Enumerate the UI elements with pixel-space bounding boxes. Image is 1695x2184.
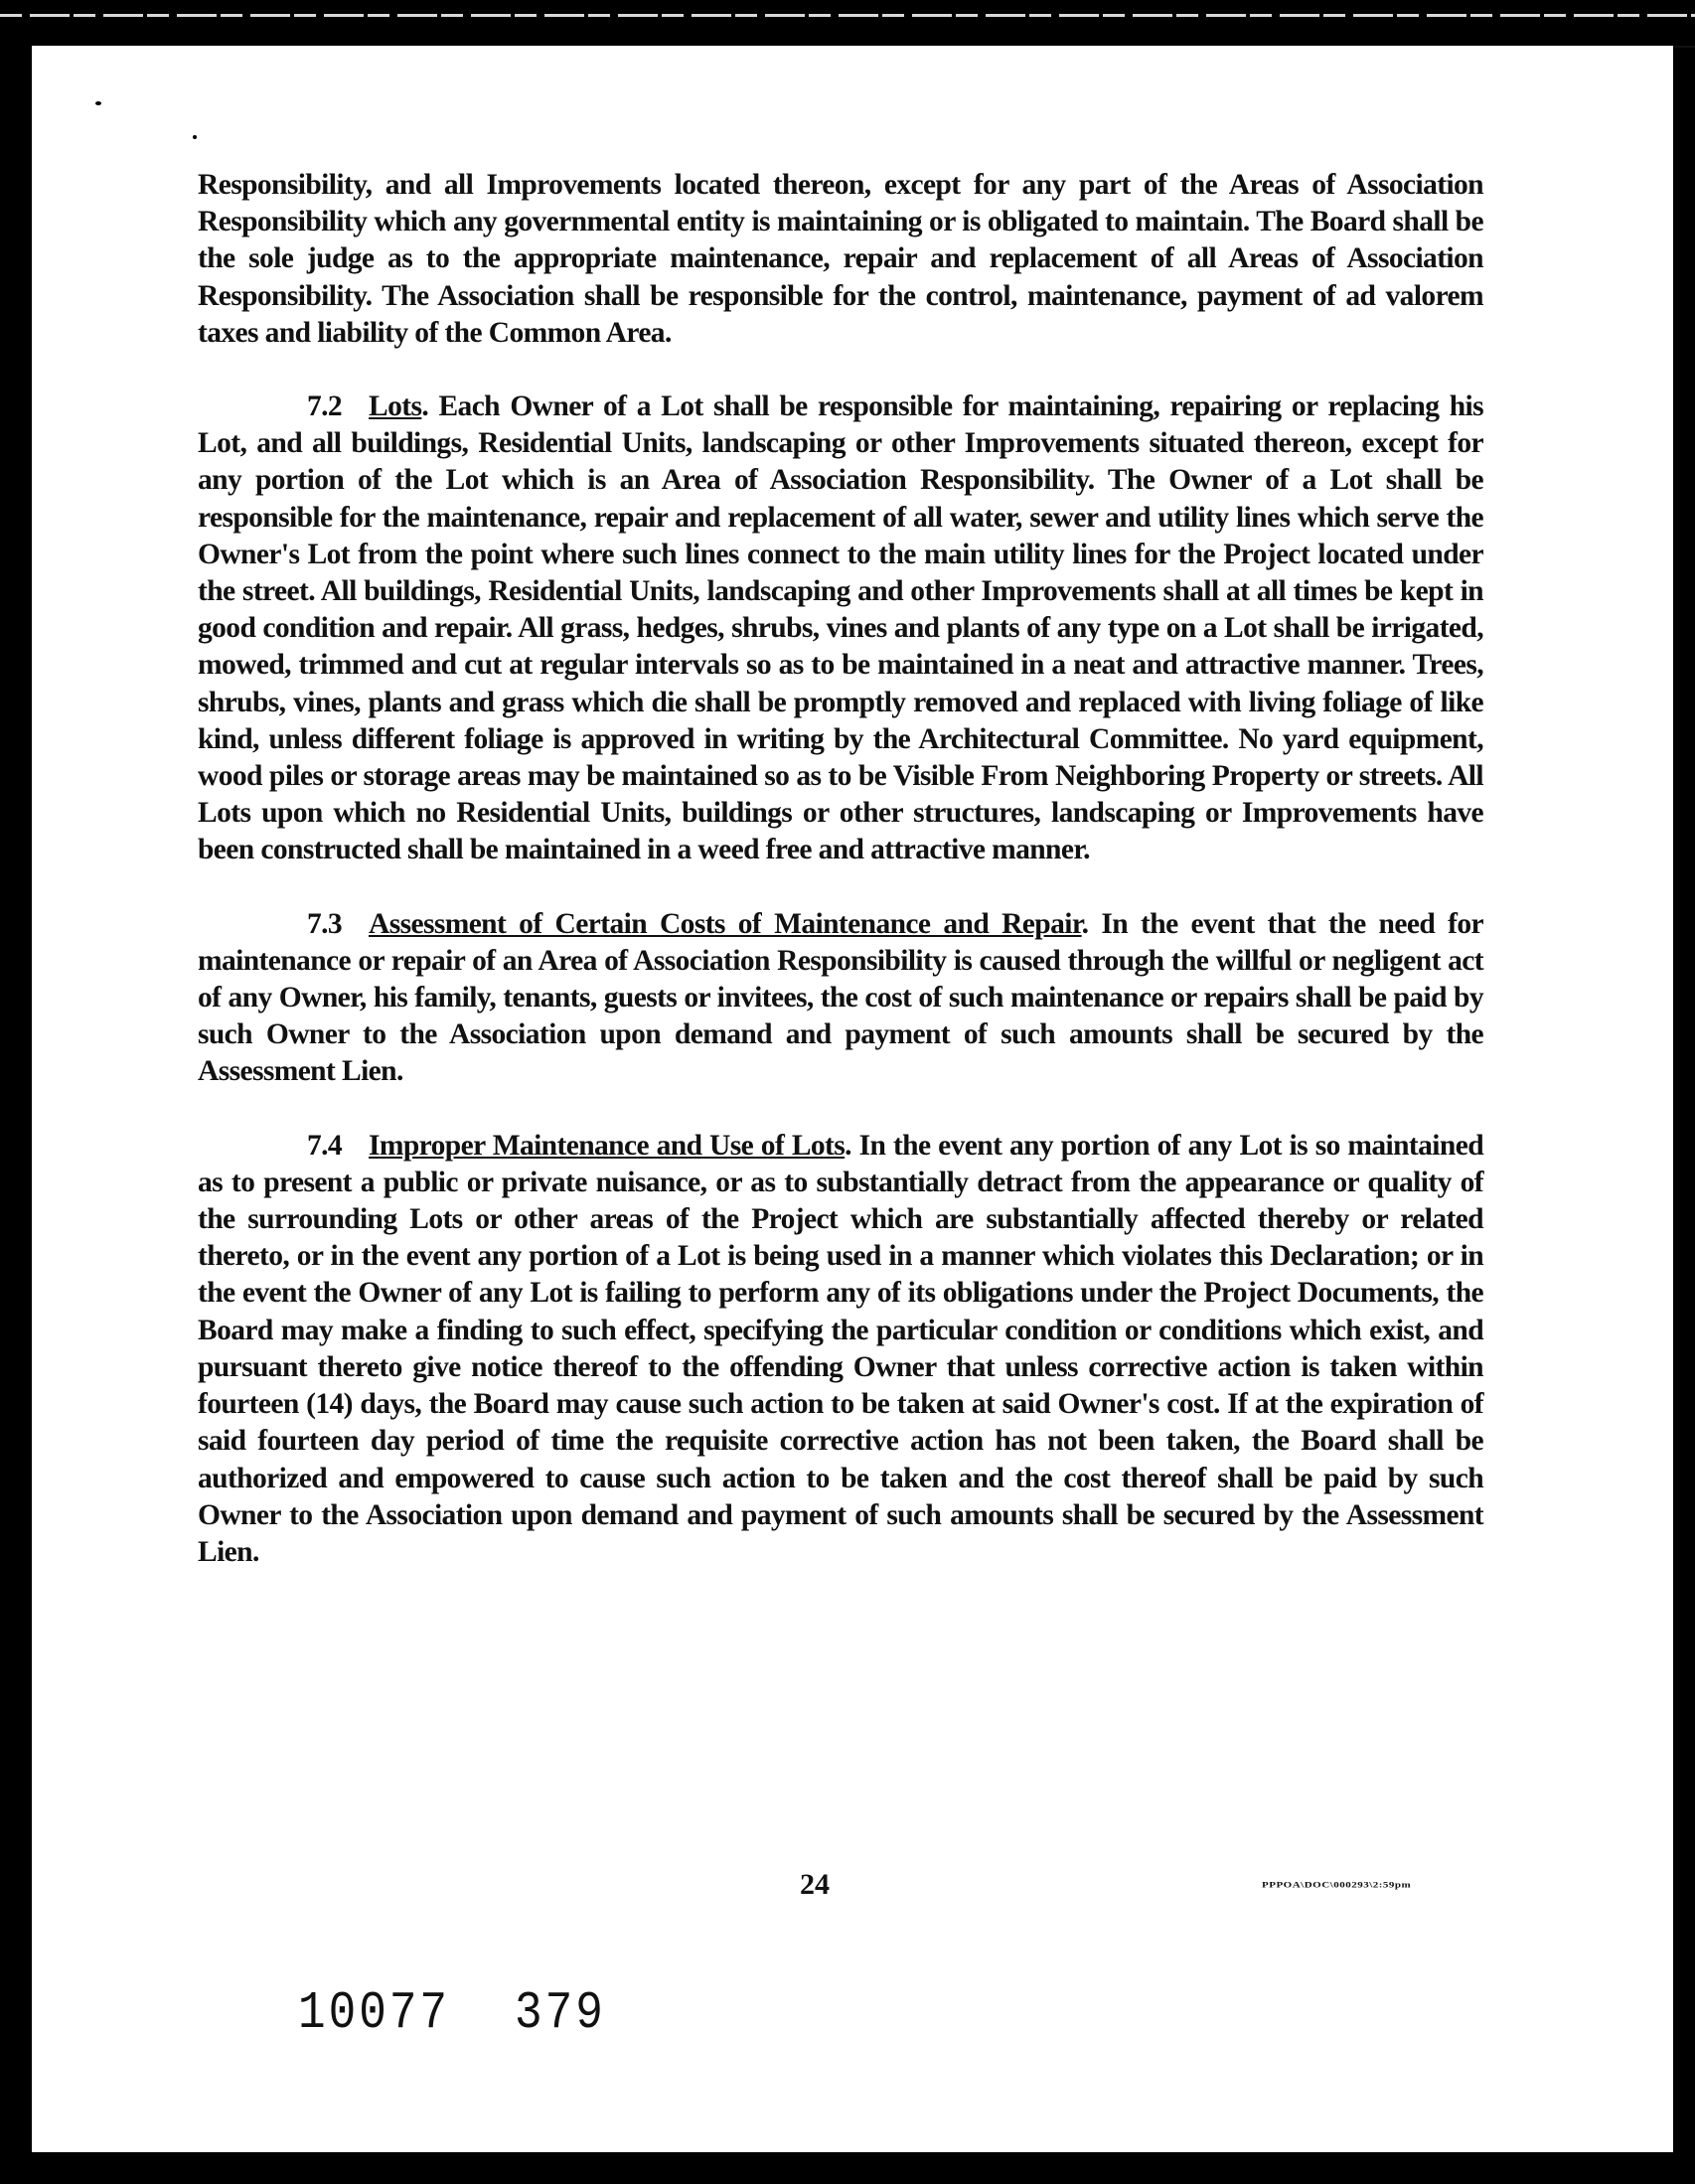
scan-bottom-edge (0, 2152, 1695, 2184)
scan-speck (95, 101, 101, 105)
scan-speck (193, 135, 197, 139)
section-number: 7.3 (307, 907, 343, 940)
section-heading: Improper Maintenance and Use of Lots (369, 1129, 846, 1162)
section-heading: Assessment of Certain Costs of Maintenance and Repair (369, 907, 1082, 940)
paragraph-text: Responsibility, and all Improvements located thereon, except for any part of the Areas of Association Responsibility which any governmental entity is maintaining or is obligated to maintain. The Board shall be the sole judge as to the appropriate maintenance, repair and replacement of all Areas of Association Responsibility. The Association shall be responsible for the control, maintenance, payment of ad valorem taxes and liability of the Common Area. (198, 169, 1483, 349)
section-7-4 (198, 1128, 1483, 1571)
scan-left-edge (0, 46, 32, 2184)
section-7-3 (198, 906, 1483, 1091)
section-number: 7.2 (307, 390, 343, 423)
recording-page-number: 379 (515, 1983, 606, 2043)
section-heading: Lots (369, 390, 422, 423)
document-body (198, 167, 1483, 1608)
section-7-2 (198, 389, 1483, 869)
file-code: PPPOA\DOC\000293\2:59pm (1262, 1880, 1412, 1890)
section-text: . In the event any portion of any Lot is so maintained as to present a public or private nuisance, or as to substantially detract from the appearance or quality of the surrounding Lots or other areas of the Project which are substantially affected thereby or related thereto, or in the event any portion of a Lot is being used in a manner which violates this Declaration; or in the event the Owner of any Lot is failing to perform any of its obligations under the Project Documents, the Board may make a finding to such effect, specifying the particular condition or conditions which exist, and pursuant thereto give notice thereof to the offending Owner that unless corrective action is taken within fourteen (14) days, the Board may cause such action to be taken at said Owner's cost. If at the expiration of said fourteen day period of time the requisite corrective action has not been taken, the Board shall be authorized and empowered to cause such action to be taken and the cost thereof shall be paid by such Owner to the Association upon demand and payment of such amounts shall be secured by the Assessment Lien. (198, 1129, 1483, 1568)
section-number: 7.4 (307, 1129, 343, 1162)
paragraph-continued (198, 167, 1483, 352)
section-text: . Each Owner of a Lot shall be responsible for maintaining, repairing or replacing his Lot, and all buildings, Residential Units, landscaping or other Improvements situated thereon, except for any portion of the Lot which is an Area of Association Responsibility. The Owner of a Lot shall be responsible for the maintenance, repair and replacement of all water, sewer and utility lines which serve the Owner's Lot from the point where such lines connect to the main utility lines for the Project located under the street. All buildings, Residential Units, landscaping and other Improvements shall at all times be kept in good condition and repair. All grass, hedges, shrubs, vines and plants of any type on a Lot shall be irrigated, mowed, trimmed and cut at regular intervals so as to be maintained in a neat and attractive manner. Trees, shrubs, vines, plants and grass which die shall be promptly removed and replaced with living foliage of like kind, unless different foliage is approved in writing by the Architectural Committee. No yard equipment, wood piles or storage areas may be maintained so as to be Visible From Neighboring Property or streets. All Lots upon which no Residential Units, buildings or other structures, landscaping or Improvements have been constructed shall be maintained in a weed free and attractive manner. (198, 390, 1483, 866)
recording-book-number: 10077 (298, 1983, 451, 2043)
section-text: . In the event that the need for maintenance or repair of an Area of Association Responsibility is caused through the willful or negligent act of any Owner, his family, tenants, guests or invitees, the cost of such maintenance or repairs shall be paid by such Owner to the Association upon demand and payment of such amounts shall be secured by the Assessment Lien. (198, 907, 1483, 1088)
scan-streak (0, 14, 1695, 17)
page-number: 24 (800, 1868, 830, 1901)
scan-top-edge (0, 0, 1695, 48)
